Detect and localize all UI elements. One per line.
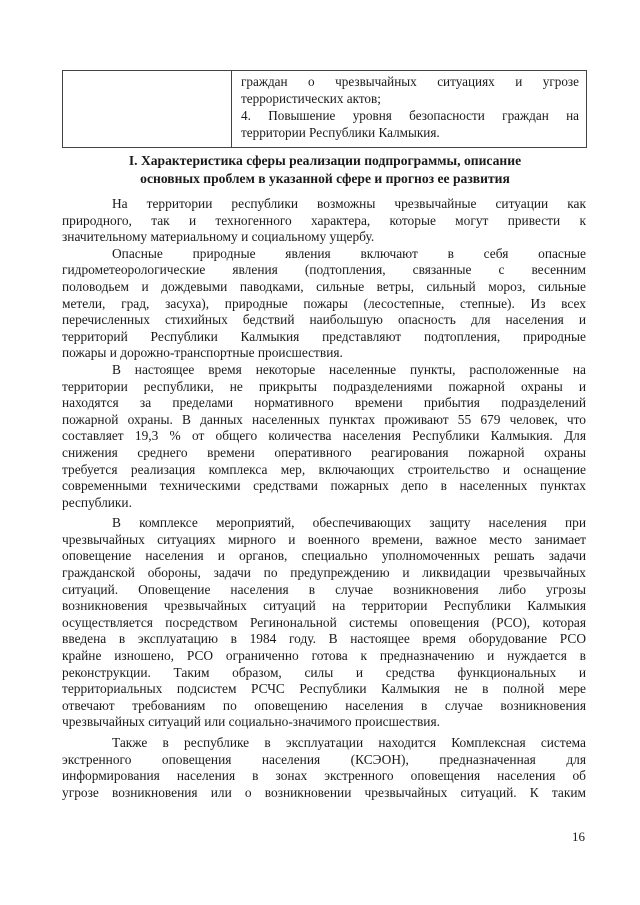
paragraph (62, 515, 586, 731)
table-column-divider (231, 71, 232, 147)
text-line: реконструкции. Таким образом, силы и средства функциональных и (62, 664, 586, 680)
text-line: пожарной охраны. В данных населенных пунктах проживают 55 679 человек, что (62, 411, 586, 427)
heading-line: I. Характеристика сферы реализации подпрограммы, описание (128, 153, 522, 168)
text-line: гидрометеорологические явления (подтопления, связанные с весенним (62, 262, 586, 278)
table-fragment (62, 70, 587, 148)
text-line: гражданской обороны, задачи по предупреждению и ликвидации чрезвычайных (62, 565, 586, 581)
text-line: снижения среднего времени оперативного реагирования пожарной охраны (62, 444, 586, 460)
text-line: требуется реализация комплекса мер, включающих строительство и оснащение (62, 461, 586, 477)
text-line: находятся за пределами нормативного времени прибытия подразделений (62, 395, 586, 411)
table-cell-text (241, 73, 579, 141)
text-line: республики. (62, 494, 132, 510)
text-line: Также в республике в эксплуатации находится Комплексная система (112, 735, 586, 750)
paragraph (62, 196, 586, 246)
table-line: граждан о чрезвычайных ситуациях и угрозе (241, 74, 579, 89)
text-line: осуществляется посредством Регинональной системы оповещения (РСО), которая (62, 614, 586, 630)
text-line: оповещение населения и органов, специально уполномоченных решать задачи (62, 548, 586, 564)
text-line: метели, град, засуха), природные пожары (лесостепные, степные). Из всех (62, 295, 586, 311)
text-line: Опасные природные явления включают в себя опасные (112, 245, 586, 261)
heading-line: основных проблем в указанной сфере и прогноз ее развития (140, 171, 510, 186)
paragraph (62, 735, 586, 801)
paragraph (62, 246, 586, 362)
table-line: 4. Повышение уровня безопасности граждан на (241, 108, 579, 123)
text-line: отвечают требованиям по оповещению населения в случае возникновения (62, 697, 586, 713)
text-line: На территории республики возможны чрезвычайные ситуации как (112, 196, 586, 211)
text-line: В настоящее время некоторые населенные пункты, расположенные на (112, 361, 586, 377)
text-line: чрезвычайных ситуаций или социально-значимого происшествия. (62, 714, 440, 730)
text-line: информирования населения в зонах экстренного оповещения населения об (62, 768, 586, 784)
text-line: значительному материальному и социальному ущербу. (62, 229, 375, 245)
text-line: чрезвычайных ситуациях мирного и военного времени, важное место занимает (62, 531, 586, 547)
text-line: современными техническими средствами пожарных депо в населенных пунктах (62, 478, 586, 494)
paragraph (62, 362, 586, 511)
text-line: крайне изношено, РСО ограниченно готова к предназначению и нуждается в (62, 648, 586, 664)
text-line: территории республики, не прикрыты подразделениями пожарной охраны и (62, 378, 586, 394)
text-line: составляет 19,3 % от общего количества населения Республики Калмыкия. Для (62, 428, 586, 444)
text-line: введена в эксплуатацию в 1984 году. В настоящее время оборудование РСО (62, 631, 586, 647)
page-number: 16 (572, 829, 585, 844)
table-line: террористических актов; (241, 91, 381, 106)
section-heading (70, 152, 580, 188)
text-line: пожары и дорожно-транспортные происшествия. (62, 345, 343, 361)
text-line: территорий Республики Калмыкия представляют подтопления, природные (62, 328, 586, 344)
text-line: половодьем и дождевыми паводками, сильные ветры, сильный мороз, сильные (62, 278, 586, 294)
text-line: природного, так и техногенного характера, которые могут привести к (62, 212, 586, 228)
text-line: территориальных подсистем РСЧС Республики Калмыкия не в полной мере (62, 681, 586, 697)
text-line: ситуаций. Оповещение населения в случае возникновения либо угрозы (62, 581, 586, 597)
table-line: территории Республики Калмыкия. (241, 125, 440, 140)
text-line: В комплексе мероприятий, обеспечивающих защиту населения при (112, 515, 586, 531)
text-line: экстренного оповещения населения (КСЭОН), предназначенная для (62, 751, 586, 767)
body-text (62, 196, 586, 801)
text-line: угрозе возникновения или о возникновении чрезвычайных ситуаций. К таким (62, 784, 586, 800)
text-line: возникновения чрезвычайных ситуаций на территории Республики Калмыкия (62, 598, 586, 614)
text-line: перечисленных стихийных бедствий наибольшую опасность для населения и (62, 312, 586, 328)
